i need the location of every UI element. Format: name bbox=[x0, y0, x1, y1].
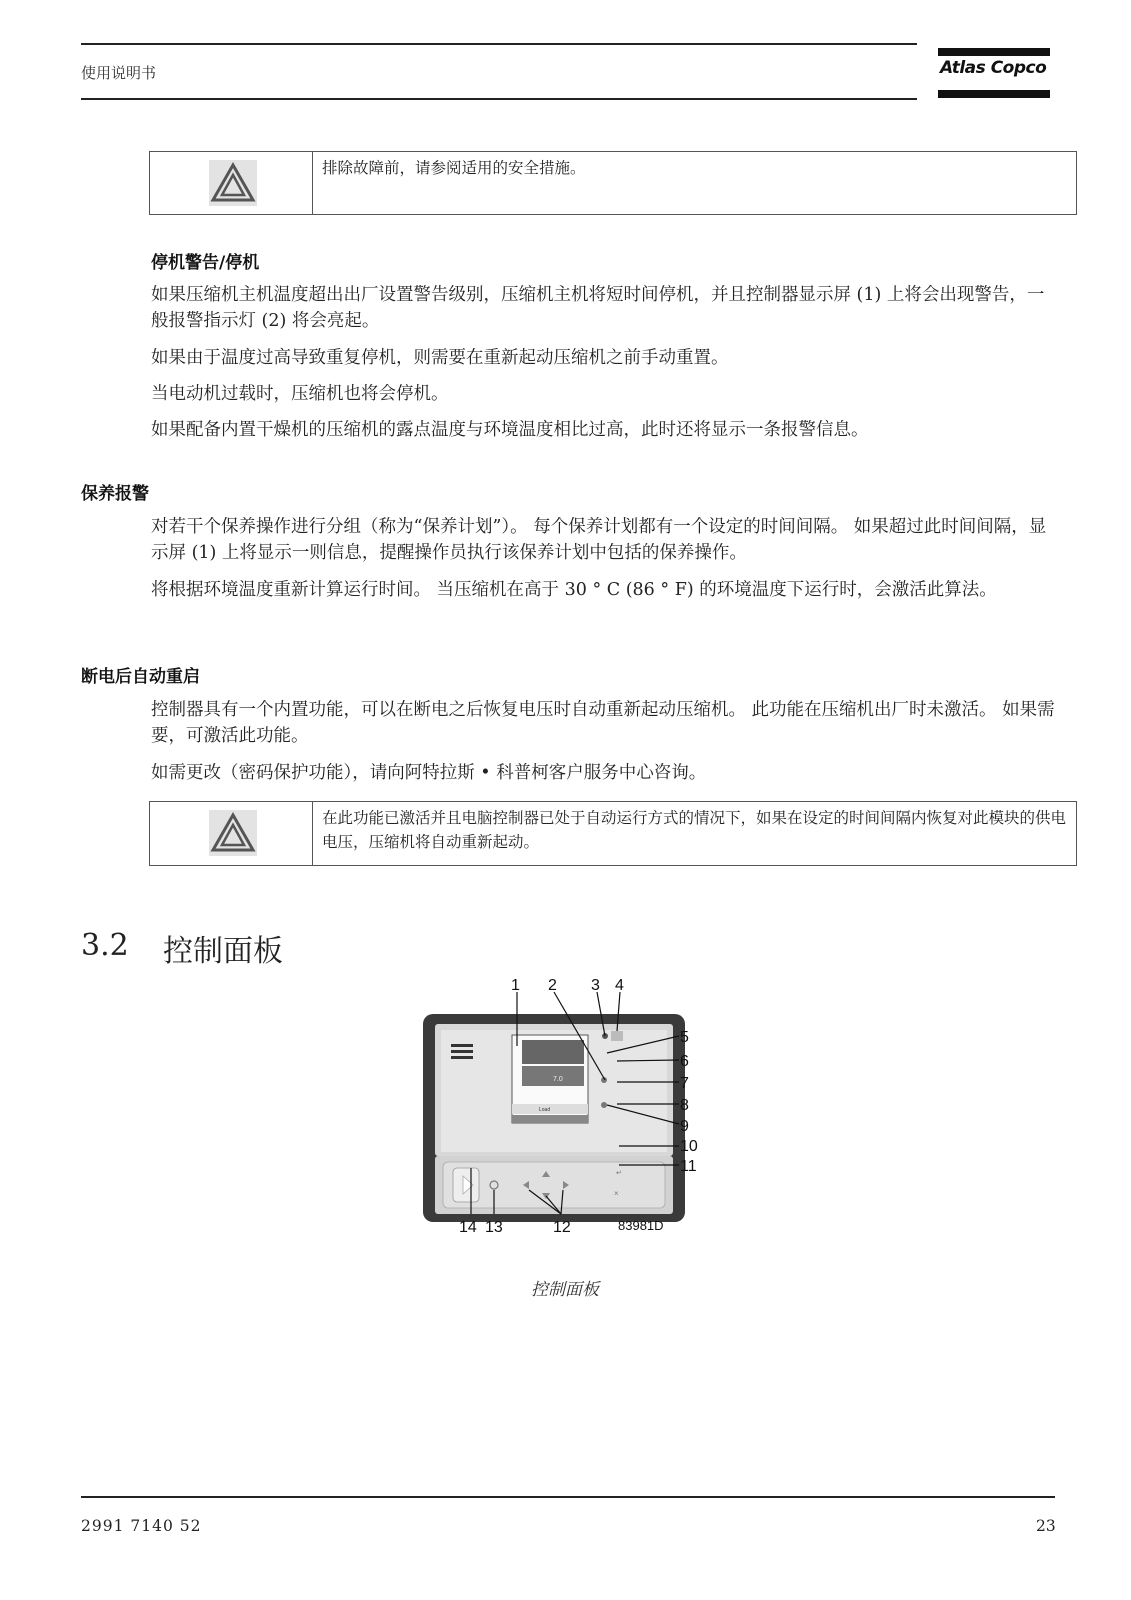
restart-heading: 断电后自动重启 bbox=[81, 667, 200, 687]
warning-text: 排除故障前，请参阅适用的安全措施。 bbox=[322, 159, 586, 177]
warning-triangle-icon bbox=[209, 160, 257, 206]
callout-label: 1 bbox=[511, 978, 520, 994]
callout-label: 6 bbox=[680, 1053, 689, 1070]
callout-label: 10 bbox=[680, 1138, 698, 1155]
callout-label: 8 bbox=[680, 1097, 689, 1114]
control-panel-figure bbox=[421, 978, 721, 1238]
callout-label: 9 bbox=[680, 1118, 689, 1135]
shutdown-paragraph-1: 如果压缩机主机温度超出出厂设置警告级别，压缩机主机将短时间停机，并且控制器显示屏 (1) 上将会出现警告，一般报警指示灯 (2) 将会亮起。 bbox=[151, 285, 1045, 331]
shutdown-paragraph-4: 如果配备内置干燥机的压缩机的露点温度与环境温度相比过高，此时还将显示一条报警信息。 bbox=[151, 420, 869, 440]
auto-restart-warning-box bbox=[149, 801, 1077, 866]
safety-warning-box bbox=[149, 151, 1077, 215]
service-paragraph-2: 将根据环境温度重新计算运行时间。 当压缩机在高于 30 ° C (86 ° F) 的环境温度下运行时，会激活此算法。 bbox=[151, 580, 997, 600]
screen-value: 7.0 bbox=[553, 1076, 563, 1083]
figure-id: 83981D bbox=[618, 1218, 664, 1233]
svg-text:↵: ↵ bbox=[616, 1170, 622, 1177]
service-paragraph-1: 对若干个保养操作进行分组（称为“保养计划”）。 每个保养计划都有一个设定的时间间隔。 如果超过此时间间隔，显示屏 (1) 上将显示一则信息，提醒操作员执行该保养计划中包括的保养操作。 bbox=[151, 517, 1047, 563]
callout-label: 7 bbox=[680, 1075, 689, 1092]
atlas-copco-logo bbox=[938, 44, 1050, 100]
shutdown-paragraph-3: 当电动机过载时，压缩机也将会停机。 bbox=[151, 384, 449, 404]
callout-label: 4 bbox=[615, 978, 624, 994]
shutdown-paragraph-2: 如果由于温度过高导致重复停机，则需要在重新起动压缩机之前手动重置。 bbox=[151, 348, 729, 368]
logo-text: Atlas Copco bbox=[940, 58, 1047, 78]
screen-tab: Load bbox=[539, 1107, 551, 1113]
manual-title: 使用说明书 bbox=[81, 64, 157, 82]
callout-label: 11 bbox=[680, 1158, 697, 1175]
callout-label: 3 bbox=[591, 978, 600, 994]
document-number: 2991 7140 52 bbox=[81, 1517, 202, 1535]
figure-caption: 控制面板 bbox=[531, 1280, 599, 1300]
restart-paragraph-2: 如需更改（密码保护功能），请向阿特拉斯 • 科普柯客户服务中心咨询。 bbox=[151, 763, 707, 783]
restart-paragraph-1: 控制器具有一个内置功能，可以在断电之后恢复电压时自动重新起动压缩机。 此功能在压缩机出厂时未激活。 如果需要，可激活此功能。 bbox=[151, 700, 1055, 746]
page-number: 23 bbox=[1036, 1517, 1056, 1535]
header-bottom-rule bbox=[81, 98, 917, 100]
warning-triangle-icon bbox=[209, 810, 257, 856]
callout-label: 12 bbox=[553, 1219, 571, 1236]
callout-label: 13 bbox=[485, 1219, 503, 1236]
warning-text: 在此功能已激活并且电脑控制器已处于自动运行方式的情况下，如果在设定的时间间隔内恢复对此模块的供电电压，压缩机将自动重新起动。 bbox=[322, 809, 1067, 851]
svg-text:×: × bbox=[614, 1189, 619, 1198]
callout-label: 2 bbox=[548, 978, 557, 994]
callout-label: 5 bbox=[680, 1029, 689, 1046]
section-number: 3.2 bbox=[81, 928, 129, 963]
service-heading: 保养报警 bbox=[81, 484, 149, 504]
shutdown-heading: 停机警告/停机 bbox=[151, 253, 260, 273]
callout-label: 14 bbox=[459, 1219, 477, 1236]
section-title: 控制面板 bbox=[163, 934, 283, 969]
header-top-rule bbox=[81, 43, 917, 45]
footer-rule bbox=[81, 1496, 1055, 1498]
